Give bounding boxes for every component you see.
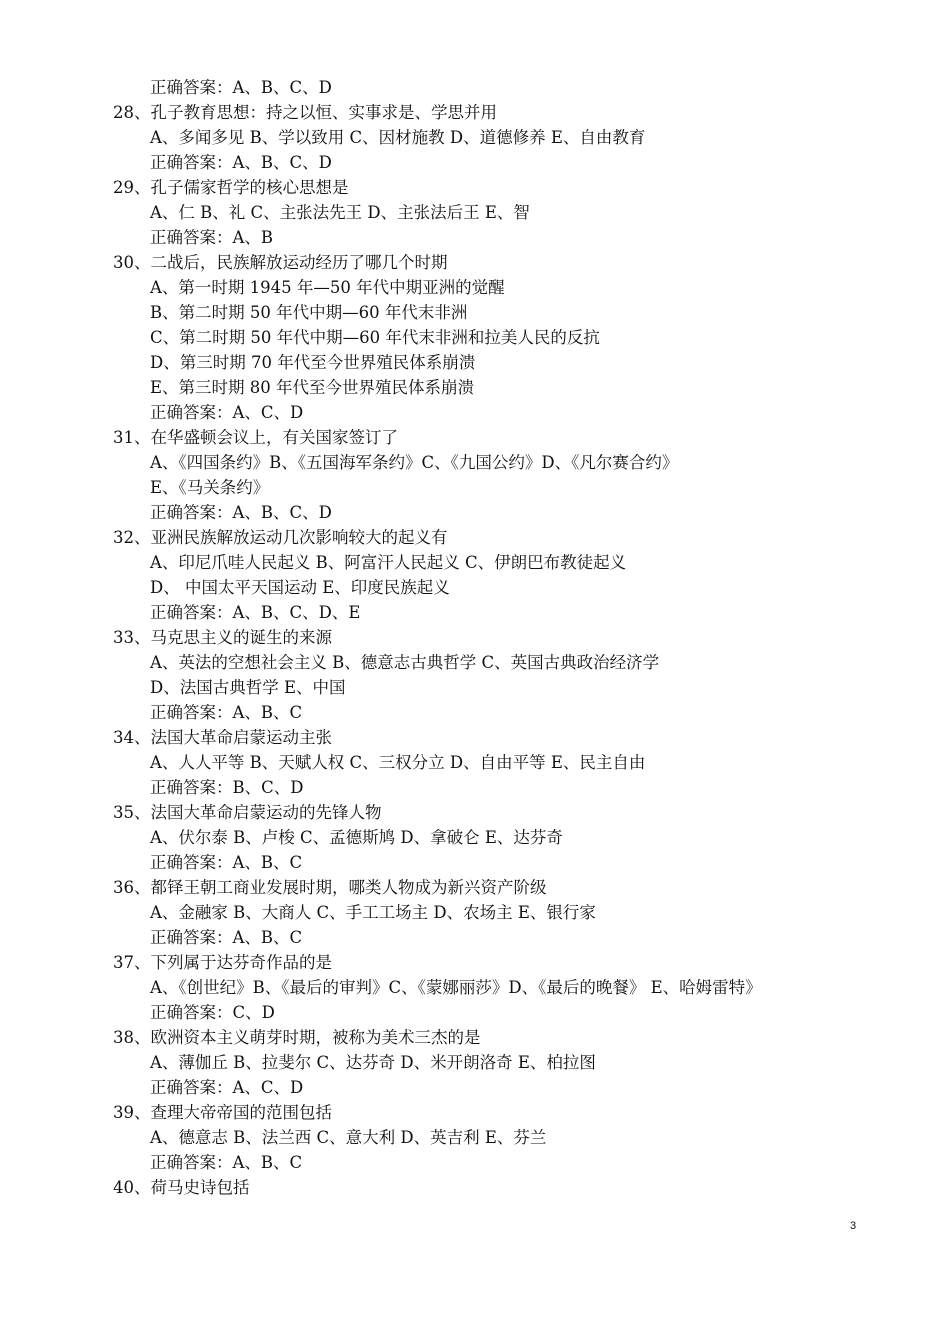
answer-line: 正确答案：A、B、C、D <box>150 153 332 172</box>
option-line: E、第三时期 80 年代至今世界殖民体系崩溃 <box>150 378 475 397</box>
question-line: 38、欧洲资本主义萌芽时期，被称为美术三杰的是 <box>113 1028 481 1047</box>
question-line: 29、孔子儒家哲学的核心思想是 <box>113 178 349 197</box>
question-line: 39、查理大帝帝国的范围包括 <box>113 1103 332 1122</box>
option-line: C、第二时期 50 年代中期—60 年代末非洲和拉美人民的反抗 <box>150 328 600 347</box>
question-line: 30、二战后，民族解放运动经历了哪几个时期 <box>113 253 448 272</box>
option-line: A、多闻多见 B、学以致用 C、因材施教 D、道德修养 E、自由教育 <box>150 128 646 147</box>
option-line: D、 中国太平天国运动 E、印度民族起义 <box>150 578 450 597</box>
option-line: A、仁 B、礼 C、主张法先王 D、主张法后王 E、智 <box>150 203 530 222</box>
question-line: 34、法国大革命启蒙运动主张 <box>113 728 332 747</box>
option-line: A、薄伽丘 B、拉斐尔 C、达芬奇 D、米开朗洛奇 E、柏拉图 <box>150 1053 596 1072</box>
option-line: A、人人平等 B、天赋人权 C、三权分立 D、自由平等 E、民主自由 <box>150 753 646 772</box>
answer-line: 正确答案：A、C、D <box>150 1078 304 1097</box>
answer-line: 正确答案：C、D <box>150 1003 275 1022</box>
question-line: 31、在华盛顿会议上，有关国家签订了 <box>113 428 398 447</box>
answer-line: 正确答案：B、C、D <box>150 778 304 797</box>
question-line: 33、马克思主义的诞生的来源 <box>113 628 332 647</box>
option-line: A、英法的空想社会主义 B、德意志古典哲学 C、英国古典政治经济学 <box>150 653 660 672</box>
option-line: B、第二时期 50 年代中期—60 年代末非洲 <box>150 303 468 322</box>
answer-line: 正确答案：A、B、C、D <box>150 78 332 97</box>
question-line: 40、荷马史诗包括 <box>113 1178 250 1197</box>
option-line: A、金融家 B、大商人 C、手工工场主 D、农场主 E、银行家 <box>150 903 596 922</box>
option-line: D、法国古典哲学 E、中国 <box>150 678 346 697</box>
option-line: E、《马关条约》 <box>150 478 270 497</box>
option-line: A、第一时期 1945 年—50 年代中期亚洲的觉醒 <box>150 278 505 297</box>
answer-line: 正确答案：A、C、D <box>150 403 304 422</box>
answer-line: 正确答案：A、B <box>150 228 274 247</box>
option-line: A、伏尔泰 B、卢梭 C、孟德斯鸠 D、拿破仑 E、达芬奇 <box>150 828 563 847</box>
answer-line: 正确答案：A、B、C <box>150 1153 303 1172</box>
question-line: 28、孔子教育思想：持之以恒、实事求是、学思并用 <box>113 103 497 122</box>
answer-line: 正确答案：A、B、C、D <box>150 503 332 522</box>
option-line: A、印尼爪哇人民起义 B、阿富汗人民起义 C、伊朗巴布教徒起义 <box>150 553 627 572</box>
answer-line: 正确答案：A、B、C、D、E <box>150 603 361 622</box>
option-line: A、《四国条约》B、《五国海军条约》C、《九国公约》D、《凡尔赛合约》 <box>150 453 679 472</box>
option-line: D、第三时期 70 年代至今世界殖民体系崩溃 <box>150 353 476 372</box>
question-line: 37、下列属于达芬奇作品的是 <box>113 953 332 972</box>
question-line: 35、法国大革命启蒙运动的先锋人物 <box>113 803 382 822</box>
question-line: 36、都铎王朝工商业发展时期，哪类人物成为新兴资产阶级 <box>113 878 547 897</box>
answer-line: 正确答案：A、B、C <box>150 928 303 947</box>
answer-line: 正确答案：A、B、C <box>150 853 303 872</box>
question-line: 32、亚洲民族解放运动几次影响较大的起义有 <box>113 528 448 547</box>
option-line: A、德意志 B、法兰西 C、意大利 D、英吉利 E、芬兰 <box>150 1128 547 1147</box>
option-line: A、《创世纪》B、《最后的审判》C、《蒙娜丽莎》D、《最后的晚餐》 E、哈姆雷特》 <box>150 978 762 997</box>
answer-line: 正确答案：A、B、C <box>150 703 303 722</box>
page-number: 3 <box>850 1220 857 1232</box>
